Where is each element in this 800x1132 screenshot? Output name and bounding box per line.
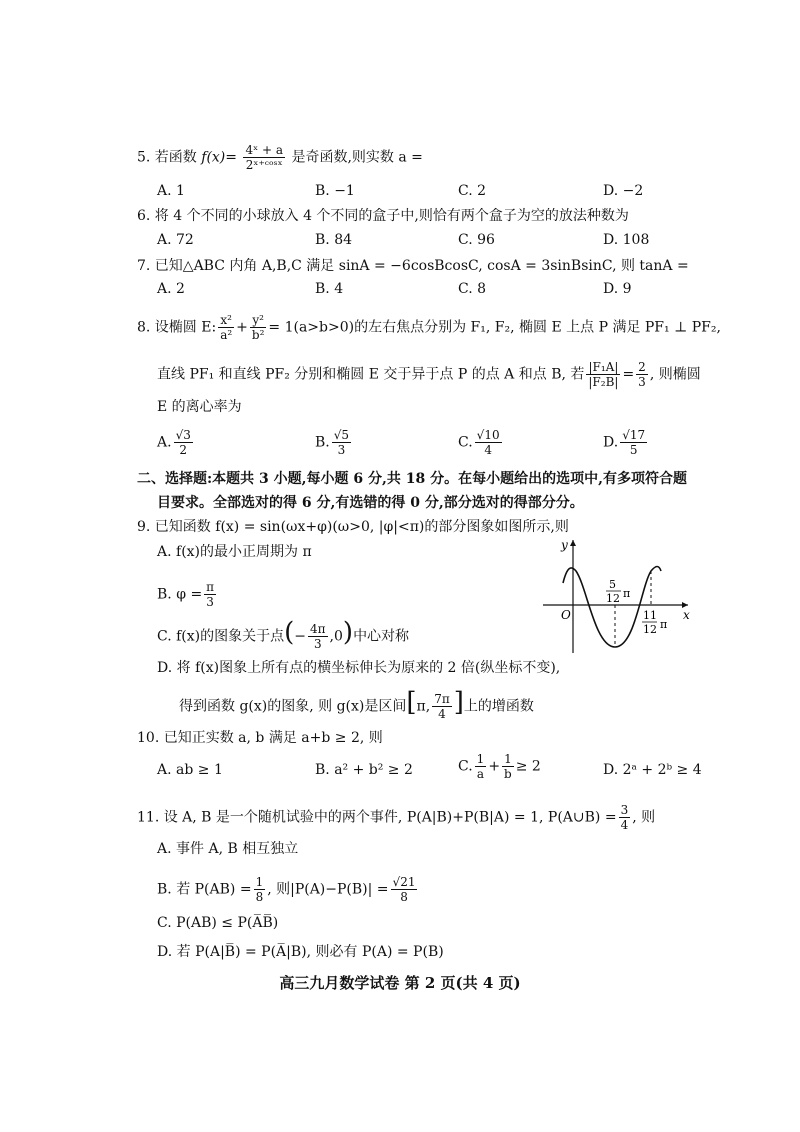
tick-11-12-pi: π (660, 618, 668, 631)
q10-option-a: A. ab ≥ 1 (157, 762, 223, 778)
q9-function-graph (543, 535, 693, 655)
origin-label: O (561, 608, 571, 622)
q5-option-a: A. 1 (157, 183, 185, 199)
q5-option-b: B. −1 (315, 183, 355, 199)
q9-option-b: B. φ = $\frac{\pi}{3}$ (157, 580, 215, 609)
q8-option-d: D. $\frac{√17}{5}$ (603, 428, 646, 457)
section2-heading: 二、选择题:本题共 3 小题,每小题 6 分,共 18 分。在每小题给出的选项中,有多项符合题 (137, 471, 687, 487)
q7-option-c: C. 8 (458, 281, 487, 297)
q5-option-d: D. −2 (603, 183, 644, 199)
y-axis-arrow (570, 540, 576, 546)
q8-option-b: B. $\frac{√5}{3}$ (315, 428, 350, 457)
q7-stem: 7. 已知△ABC 内角 A,B,C 满足 sinA = −6cosBcosC, cosA = 3sinBsinC, 则 tanA = (137, 258, 689, 274)
q9-option-d-line2: 得到函数 g(x)的图象, 则 g(x)是区间[π, $\frac{7\pi}{4}$ ]上的增函数 (179, 687, 534, 721)
q8-line3: E 的离心率为 (157, 399, 242, 415)
q9-stem: 9. 已知函数 f(x) = sin(ωx+φ)(ω>0, |φ|<π)的部分图象如图所示,则 (137, 519, 569, 535)
q6-option-a: A. 72 (157, 232, 194, 248)
tick-5-12-den: 12 (606, 592, 620, 605)
page-footer: 高三九月数学试卷 第 2 页(共 4 页) (279, 974, 521, 992)
q9-option-c: C. f(x)的图象关于点(− $\frac{4\pi}{3}$ ,0)中心对称 (157, 617, 410, 651)
q11-option-a: A. 事件 A, B 相互独立 (157, 841, 299, 857)
y-axis-label: y (561, 538, 568, 552)
q10-option-d: D. 2ᵃ + 2ᵇ ≥ 4 (603, 762, 702, 778)
q11-option-b: B. 若 P(AB) = $\frac{1}{8}$ , 则|P(A)−P(B)| = $\frac{√21}{8}$ (157, 875, 416, 904)
x-axis-label: x (683, 608, 690, 622)
q6-option-b: B. 84 (315, 232, 353, 248)
q6-option-c: C. 96 (458, 232, 495, 248)
q9-option-a: A. f(x)的最小正周期为 π (157, 544, 312, 560)
q5-option-c: C. 2 (458, 183, 487, 199)
q11-stem: 11. 设 A, B 是一个随机试验中的两个事件, P(A|B)+P(B|A) = 1, P(A∪B) = $\frac{3}{4}$ , 则 (137, 803, 656, 832)
q7-option-a: A. 2 (157, 281, 185, 297)
q8-option-c: C. $\frac{√10}{4}$ (458, 428, 500, 457)
q10-option-b: B. a² + b² ≥ 2 (315, 762, 413, 778)
q7-option-d: D. 9 (603, 281, 632, 297)
tick-11-12-den: 12 (643, 623, 657, 636)
q6-option-d: D. 108 (603, 232, 650, 248)
q11-option-c: C. P(AB) ≤ P(A̅B̅) (157, 915, 279, 931)
tick-5-12-num: 5 (609, 578, 616, 591)
q9-option-d-line1: D. 将 f(x)图象上所有点的横坐标伸长为原来的 2 倍(纵坐标不变), (157, 660, 561, 676)
q8-option-a: A. $\frac{√3}{2}$ (157, 428, 191, 457)
q10-stem: 10. 已知正实数 a, b 满足 a+b ≥ 2, 则 (137, 730, 383, 746)
q5-stem: 5. 若函数 f(x)= $\frac{\text{4ˣ + a}}{\text{2ˣ⁺ᶜᵒˢˣ}}$ 是奇函数,则实数 a = (137, 143, 423, 172)
q6-stem: 6. 将 4 个不同的小球放入 4 个不同的盒子中,则恰有两个盒子为空的放法种数为 (137, 208, 629, 224)
q10-option-c: C. $\frac{1}{a}$ + $\frac{1}{b}$ ≥ 2 (458, 752, 541, 781)
q7-option-b: B. 4 (315, 281, 344, 297)
tick-5-12-pi: π (623, 587, 631, 600)
q11-option-d: D. 若 P(A|B̅) = P(A̅|B), 则必有 P(A) = P(B) (157, 944, 444, 960)
section2-heading-cont: 目要求。全部选对的得 6 分,有选错的得 0 分,部分选对的得部分分。 (157, 495, 584, 511)
q8-line2: 直线 PF₁ 和直线 PF₂ 分别和椭圆 E 交于异于点 P 的点 A 和点 B, 若 $\frac{\text{|F₁A|}}{\text{|F₂B|}}$ = $\frac{2}{3}$ , 则椭圆 (157, 360, 701, 389)
q8-line1: 8. 设椭圆 E: $\frac{\text{x²}}{\text{a²}}$ + $\frac{\text{y²}}{\text{b²}}$ = 1(a>b>0)的左右焦点分别为 F₁, F₂, 椭圆 E 上点 P 满足 PF₁ ⊥ PF₂, (137, 313, 721, 342)
tick-11-12-num: 11 (643, 609, 657, 622)
